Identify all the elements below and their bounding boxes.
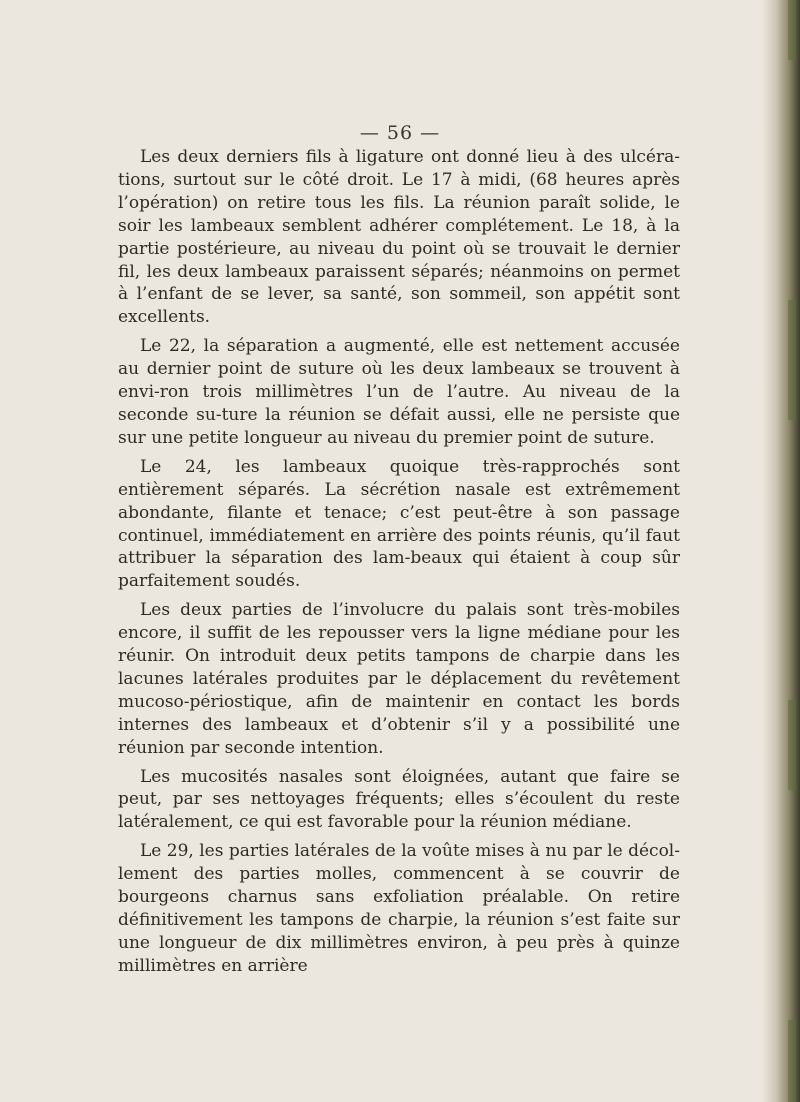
binding-streak	[788, 1020, 796, 1102]
paragraph-3: Le 24, les lambeaux quoique très-rapprochés sont entièrement séparés. La sécrétion nasale est extrêmement abondante, filante et tenace; c’est peut-être à son passage continuel, immédiatement en arrière des points réunis, qu’il faut attribuer la séparation des lam-beaux qui étaient à coup sûr parfaitement soudés.	[118, 456, 680, 592]
binding-streak	[788, 300, 796, 420]
paragraph-4: Les deux parties de l’involucre du palais sont très-mobiles encore, il suffit de les repousser vers la ligne médiane pour les réunir. On introduit deux petits tampons de charpie dans les lacunes latérales produites par le déplacement du revêtement mucoso-périostique, afin de maintenir en contact les bords internes des lambeaux et d’obtenir s’il y a possibilité une réunion par seconde intention.	[118, 600, 680, 758]
paragraph-2: Le 22, la séparation a augmenté, elle est nettement accusée au dernier point de suture où les deux lambeaux se trouvent à envi-ron trois millimètres l’un de l’autre. Au niveau de la seconde su-ture la réunion se défait aussi, elle ne persiste que sur une petite longueur au niveau du premier point de suture.	[118, 336, 680, 448]
page-edge-shadow	[762, 0, 800, 1102]
page-number: — 56 —	[359, 122, 441, 144]
paragraph-1: Les deux derniers fils à ligature ont donné lieu à des ulcéra-tions, surtout sur le côté droit. Le 17 à midi, (68 heures après l’opération) on retire tous les fils. La réunion paraît solide, le soir les lambeaux semblent adhérer complétement. Le 18, à la partie postérieure, au niveau du point où se trouvait le dernier fil, les deux lambeaux paraissent séparés; néanmoins on permet à l’enfant de se lever, sa santé, son sommeil, son appétit sont excellents.	[118, 147, 680, 328]
paragraph-5: Les mucosités nasales sont éloignées, autant que faire se peut, par ses nettoyages fréquents; elles s’écoulent du reste latéralement, ce qui est favorable pour la réunion médiane.	[118, 766, 680, 833]
body-text	[118, 146, 680, 984]
binding-streak	[788, 700, 796, 790]
paragraph-6: Le 29, les parties latérales de la voûte mises à nu par le décol-lement des parties molles, commencent à se couvrir de bourgeons charnus sans exfoliation préalable. On retire définitivement les tampons de charpie, la réunion s’est faite sur une longueur de dix millimètres environ, à peu près à quinze millimètres en arrière	[118, 841, 680, 976]
binding-streak	[788, 0, 796, 60]
